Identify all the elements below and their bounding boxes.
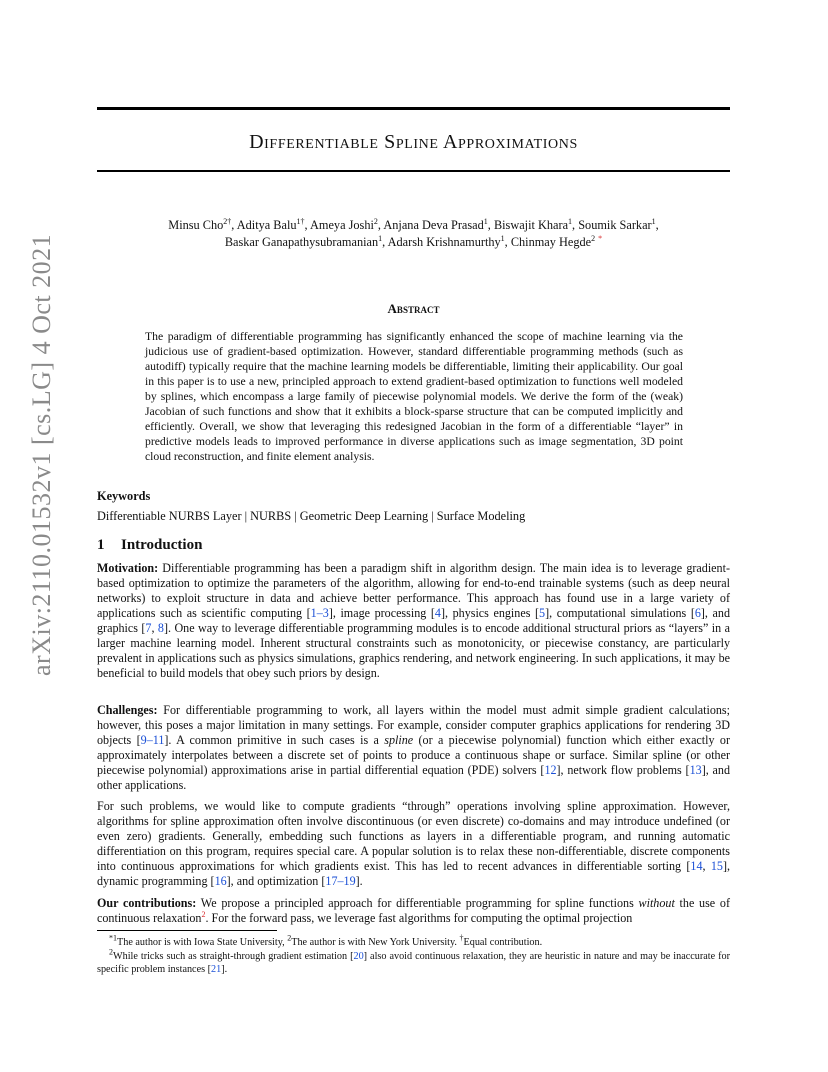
text-run: , [151,621,158,635]
citation-link[interactable]: 15 [710,859,723,873]
text-run: ], computational simulations [ [545,606,695,620]
citation-link[interactable]: 9–11 [140,733,165,747]
paragraph-challenges [97,703,730,793]
author-name: Aditya Balu [236,218,297,232]
text-run: ]. One way to leverage differentiable programming modules is to encode additional structural priors as “layers” in a larger machine learning model. Inherent structural constraints such as monotonicity, or piecewise constancy, are particularly prevalent in applications such as physics simulations, graphics rendering, and network engineering. In such applications, it may be beneficial to build models that obey such priors by design. [97,621,730,680]
author-name: Baskar Ganapathysubramanian [224,235,379,249]
citation-link[interactable]: 20 [353,951,364,962]
author-name: Ameya Joshi [310,218,374,232]
footnote-mark: 2 [109,947,113,957]
footnote-rule [97,930,277,931]
text-run: ], dynamic programming [ [97,859,730,888]
footnote-mark: † [459,933,464,943]
author-line-1: Minsu Cho$^{2\dagger}$, Aditya Balu$^{1\dagger}$, Ameya Joshi$^2$, Anjana Deva Prasad$^1$, Biswajit Khara$^1$, Soumik Sarkar$^1$, [168,216,659,232]
section-title: Introduction [121,537,203,553]
author-name: Biswajit Khara [493,218,569,232]
citation-link[interactable]: 14 [690,859,703,873]
citation-link[interactable]: 12 [544,763,557,777]
text-run: ], and optimization [ [226,874,326,888]
citation-link[interactable]: 16 [214,874,227,888]
corresponding-author-link[interactable]: * [598,233,603,243]
author-affiliation: 1 [378,233,383,243]
footnote-2 [97,947,730,976]
citation-link[interactable]: 4 [434,606,441,620]
author-name: Anjana Deva Prasad [383,218,484,232]
keywords-list: Differentiable NURBS Layer | NURBS | Geometric Deep Learning | Surface Modeling [97,509,526,523]
paragraph-motivation [97,561,730,681]
text-run: . For the forward pass, we leverage fast algorithms for computing the optimal projection [205,911,633,925]
author-affiliation: 2† [223,216,232,226]
text-run: ], network flow problems [ [556,763,690,777]
text-run: The author is with Iowa State University, [117,937,288,948]
author-list [97,217,730,251]
text-run: The author is with New York University. [291,937,460,948]
citation-link[interactable]: 13 [689,763,702,777]
citation-link[interactable]: 7 [145,621,152,635]
emphasis: without [638,896,675,910]
text-run: ]. [355,874,363,888]
footnote-mark: 2 [287,933,292,943]
section-heading [97,537,202,554]
citation-link[interactable]: 17–19 [325,874,356,888]
text-run: Differentiable programming has been a paradigm shift in algorithm design. The main idea is to leverage gradient-based optimization to optimize the parameters of the algorithm, allowing for end-to-end trainable systems (such as deep neural networks) to exploit structure in data and achieve better performance. This approach has found use in a large variety of applications such as scientific computing [ [97,561,730,620]
text-run: , [702,859,711,873]
author-affiliation: 2 [591,233,596,243]
citation-link[interactable]: 5 [539,606,546,620]
author-line-2: Baskar Ganapathysubramanian$^1$, Adarsh Krishnamurthy$^1$, Chinmay Hegde$^2$ * [224,233,603,249]
footnote-mark: *1 [109,933,117,943]
paragraph-contributions [97,896,730,926]
citation-link[interactable]: 21 [211,964,222,975]
citation-link[interactable]: 6 [694,606,701,620]
arxiv-stamp: arXiv:2110.01532v1 [cs.LG] 4 Oct 2021 [27,233,56,676]
author-affiliation: 1 [651,216,656,226]
text-run: For differentiable programming to work, all layers within the model must admit simple gradient calculations; however, this poses a major limitation in many settings. For example, consider computer graphics applications for rendering 3D objects [ [97,703,730,747]
author-affiliation: 2 [373,216,378,226]
top-rule [97,107,730,110]
text-run: While tricks such as straight-through gradient estimation [ [113,951,354,962]
text-run: ]. [221,964,228,975]
paper-title: Differentiable Spline Approximations [249,131,578,153]
paragraph-lead: Motivation: [97,561,159,575]
text-run: ] also avoid continuous relaxation, they are heuristic in nature and may be inaccurate for specific problem instances [ [97,951,730,975]
text-run: ]. A common primitive in such cases is a [164,733,385,747]
paragraph-problems [97,799,730,889]
author-affiliation: 1 [568,216,573,226]
text-run: (or a piecewise polynomial) function which either exactly or approximately interpolates between a discrete set of points to produce a continuous shape or surface. Similar spline (or other piecewise polynomial) approximations arise in partial differential equation (PDE) solvers [ [97,733,730,777]
title-bottom-rule [97,170,730,172]
author-name: Chinmay Hegde [510,235,592,249]
author-name: Minsu Cho [168,218,224,232]
author-affiliation: 1 [500,233,505,243]
emphasis: spline [384,733,414,747]
text-run: We propose a principled approach for differentiable programming for spline functions [196,896,639,910]
text-run: the use of continuous relaxation [97,896,730,925]
abstract-text: The paradigm of differentiable programming has significantly enhanced the scope of machine learning via the judicious use of gradient-based optimization. However, standard differentiable programming methods (such as autodiff) typically require that the machine learning models be differentiable, limiting their applicability. Our goal in this paper is to use a new, principled approach to extend gradient-based optimization to functions well modeled by splines, which encompass a large family of piecewise polynomial models. We derive the form of the (weak) Jacobian of such functions and show that it exhibits a block-sparse structure that can be computed implicitly and efficiently. Overall, we show that leveraging this redesigned Jacobian in the form of a differentiable “layer” in predictive models leads to improved performance in diverse applications such as image segmentation, 3D point cloud reconstruction, and finite element analysis. [145,330,683,463]
paragraph-lead: Challenges: [97,703,158,717]
footnote-1 [97,933,730,949]
author-affiliation: 1† [296,216,305,226]
text-run: Equal contribution. [463,937,543,948]
paragraph-lead: Our contributions: [97,896,197,910]
text-run: ], image processing [ [328,606,435,620]
text-run: ], and other applications. [97,763,730,792]
keywords-heading: Keywords [97,489,151,503]
text-run: For such problems, we would like to compute gradients “through” operations involving spline approximation. However, algorithms for spline approximation often involve discontinuous (or even discrete) co-domains and may introduce undefined (or even zero) gradients. Generally, embedding such functions as layers in a differentiable program, and running automatic differentiation on this program, requires special care. A popular solution is to relax these non-differentiable, discrete components into continuous approximations for which gradients exist. This has led to recent advances in differentiable sorting [ [97,799,730,873]
text-run: ], physics engines [ [440,606,540,620]
author-name: Soumik Sarkar [578,218,652,232]
author-name: Adarsh Krishnamurthy [387,235,501,249]
section-number: 1 [97,537,105,553]
abstract-heading: Abstract [387,301,440,316]
citation-link[interactable]: 8 [157,621,164,635]
text-run: ], and graphics [ [97,606,731,635]
author-affiliation: 1 [483,216,488,226]
citation-link[interactable]: 1–3 [310,606,329,620]
footnote-link[interactable]: 2 [201,909,206,919]
